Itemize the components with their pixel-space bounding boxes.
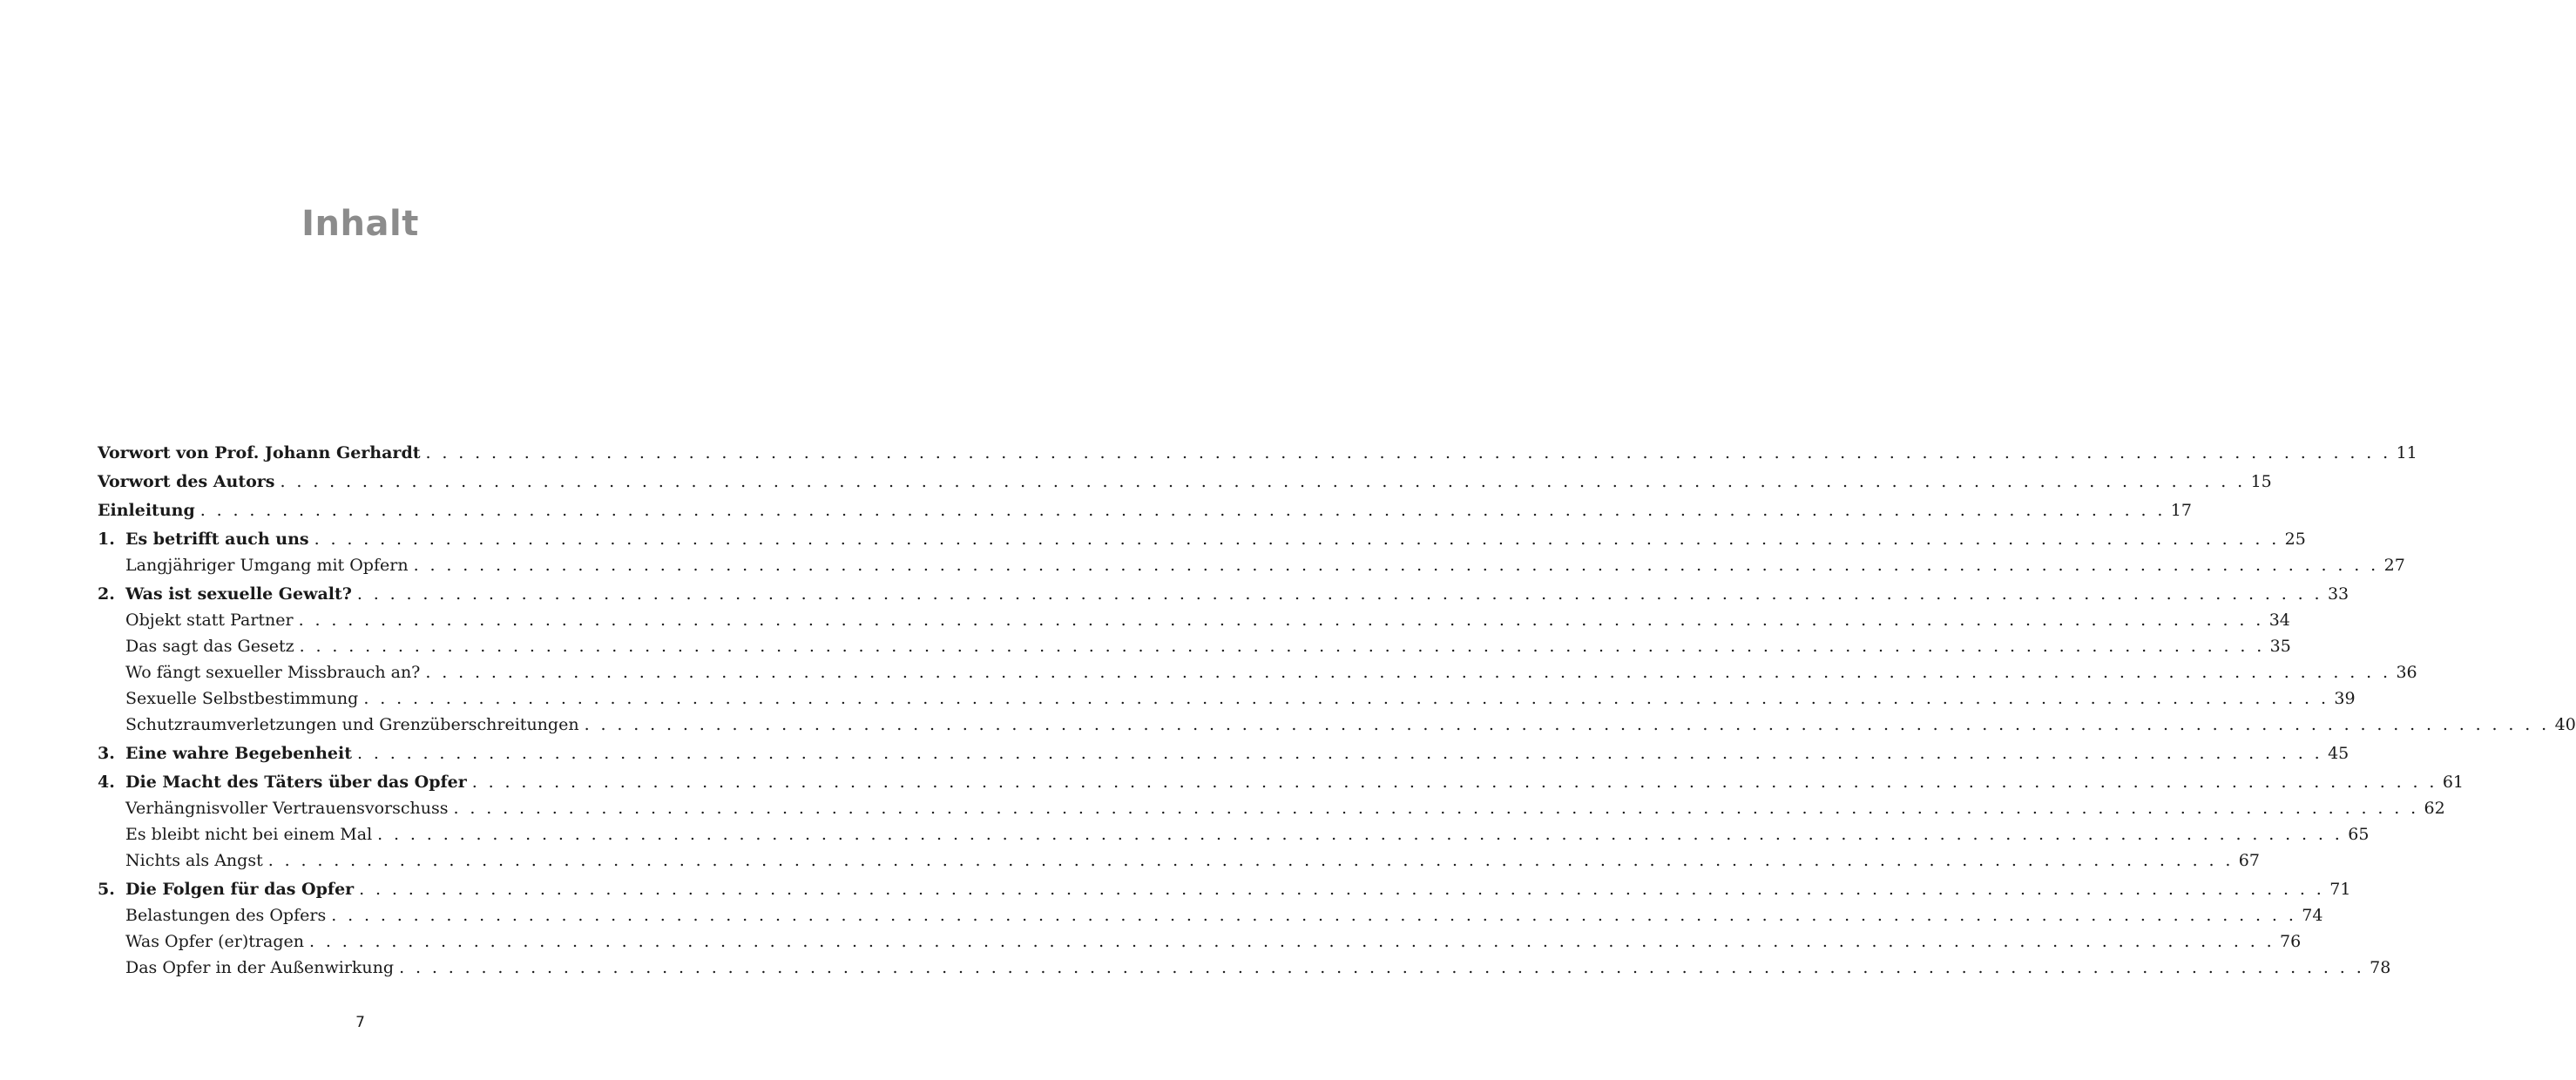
toc-dot-leader: . . . . . . . . . . . . . . . . . . . . . . . . . . . . . . . . . . . . . . . . . . . . . . . . . . . . . . . . . . . . . . . . . . . . . . . . . . . . . . . . . . . . . . . . . . . . . . . . . . . . . . . . . . . . . . . . . . . . . . . . <box>331 906 2297 925</box>
toc-entry-label: Belastungen des Opfers <box>125 906 327 925</box>
toc-section-entry[interactable] <box>98 685 2356 712</box>
toc-entry-page: 40 <box>2554 715 2576 734</box>
toc-dot-leader: . . . . . . . . . . . . . . . . . . . . . . . . . . . . . . . . . . . . . . . . . . . . . . . . . . . . . . . . . . . . . . . . . . . . . . . . . . . . . . . . . . . . . . . . . . . . . . . . . . . . . . . . . . . . . . . . . . . . . . . . <box>280 472 2246 491</box>
toc-entry-label: Objekt statt Partner <box>125 611 294 630</box>
toc-title: Inhalt <box>301 204 419 244</box>
toc-entry-label: Die Macht des Täters über das Opfer <box>125 773 467 792</box>
toc-dot-leader: . . . . . . . . . . . . . . . . . . . . . . . . . . . . . . . . . . . . . . . . . . . . . . . . . . . . . . . . . . . . . . . . . . . . . . . . . . . . . . . . . . . . . . . . . . . . . . . . . . . . . . . . . . . . . . . . . . . . . . . . <box>425 443 2391 462</box>
toc-dot-leader: . . . . . . . . . . . . . . . . . . . . . . . . . . . . . . . . . . . . . . . . . . . . . . . . . . . . . . . . . . . . . . . . . . . . . . . . . . . . . . . . . . . . . . . . . . . . . . . . . . . . . . . . . . . . . . . . . . . . . . . . <box>359 880 2325 899</box>
page-number: 7 <box>355 1014 365 1031</box>
toc-entry-label: Die Folgen für das Opfer <box>125 880 355 899</box>
toc-entry-page: 15 <box>2250 472 2272 491</box>
toc-entry-page: 61 <box>2442 773 2464 792</box>
toc-section-entry[interactable] <box>98 607 2290 633</box>
toc-chapter-entry[interactable] <box>98 526 2306 552</box>
toc-entry-page: 17 <box>2170 501 2192 520</box>
toc-entry-label: Das Opfer in der Außenwirkung <box>125 958 395 977</box>
toc-entry-label: Sexuelle Selbstbestimmung <box>125 689 359 708</box>
toc-dot-leader: . . . . . . . . . . . . . . . . . . . . . . . . . . . . . . . . . . . . . . . . . . . . . . . . . . . . . . . . . . . . . . . . . . . . . . . . . . . . . . . . . . . . . . . . . . . . . . . . . . . . . . . . . . . . . . . . . . . . . . . . <box>356 584 2322 604</box>
toc-dot-leader: . . . . . . . . . . . . . . . . . . . . . . . . . . . . . . . . . . . . . . . . . . . . . . . . . . . . . . . . . . . . . . . . . . . . . . . . . . . . . . . . . . . . . . . . . . . . . . . . . . . . . . . . . . . . . . . . . . . . . . . . <box>453 799 2419 818</box>
toc-entry-page: 27 <box>2383 556 2405 575</box>
toc-entry-page: 36 <box>2396 663 2417 682</box>
toc-dot-leader: . . . . . . . . . . . . . . . . . . . . . . . . . . . . . . . . . . . . . . . . . . . . . . . . . . . . . . . . . . . . . . . . . . . . . . . . . . . . . . . . . . . . . . . . . . . . . . . . . . . . . . . . . . . . . . . . . . . . . . . . <box>357 744 2323 763</box>
toc-entry-number: 5. <box>98 880 115 899</box>
toc-entry-page: 71 <box>2329 880 2351 899</box>
toc-entry-page: 35 <box>2269 637 2291 656</box>
toc-section-entry[interactable] <box>98 928 2302 955</box>
toc-entry-page: 33 <box>2327 584 2350 604</box>
toc-entry-page: 25 <box>2284 530 2306 549</box>
toc-entry-page: 39 <box>2334 689 2356 708</box>
toc-entry-page: 67 <box>2238 851 2260 870</box>
toc-chapter-entry[interactable] <box>98 469 2272 495</box>
toc-dot-leader: . . . . . . . . . . . . . . . . . . . . . . . . . . . . . . . . . . . . . . . . . . . . . . . . . . . . . . . . . . . . . . . . . . . . . . . . . . . . . . . . . . . . . . . . . . . . . . . . . . . . . . . . . . . . . . . . . . . . . . . . <box>308 932 2275 951</box>
toc-dot-leader: . . . . . . . . . . . . . . . . . . . . . . . . . . . . . . . . . . . . . . . . . . . . . . . . . . . . . . . . . . . . . . . . . . . . . . . . . . . . . . . . . . . . . . . . . . . . . . . . . . . . . . . . . . . . . . . . . . . . . . . . <box>299 637 2265 656</box>
toc-dot-leader: . . . . . . . . . . . . . . . . . . . . . . . . . . . . . . . . . . . . . . . . . . . . . . . . . . . . . . . . . . . . . . . . . . . . . . . . . . . . . . . . . . . . . . . . . . . . . . . . . . . . . . . . . . . . . . . . . . . . . . . . <box>471 773 2437 792</box>
toc-entry-label: Das sagt das Gesetz <box>125 637 294 656</box>
toc-entry-page: 78 <box>2370 958 2391 977</box>
toc-section-entry[interactable] <box>98 659 2417 685</box>
toc-entry-label: Was ist sexuelle Gewalt? <box>125 584 352 604</box>
toc-section-entry[interactable] <box>98 847 2260 874</box>
toc-dot-leader: . . . . . . . . . . . . . . . . . . . . . . . . . . . . . . . . . . . . . . . . . . . . . . . . . . . . . . . . . . . . . . . . . . . . . . . . . . . . . . . . . . . . . . . . . . . . . . . . . . . . . . . . . . . . . . . . . . . . . . . . <box>363 689 2329 708</box>
toc-entry-page: 76 <box>2280 932 2302 951</box>
toc-entry-label: Vorwort von Prof. Johann Gerhardt <box>98 443 421 462</box>
toc-dot-leader: . . . . . . . . . . . . . . . . . . . . . . . . . . . . . . . . . . . . . . . . . . . . . . . . . . . . . . . . . . . . . . . . . . . . . . . . . . . . . . . . . . . . . . . . . . . . . . . . . . . . . . . . . . . . . . . . . . . . . . . . <box>314 530 2280 549</box>
toc-section-entry[interactable] <box>98 633 2291 659</box>
toc-dot-leader: . . . . . . . . . . . . . . . . . . . . . . . . . . . . . . . . . . . . . . . . . . . . . . . . . . . . . . . . . . . . . . . . . . . . . . . . . . . . . . . . . . . . . . . . . . . . . . . . . . . . . . . . . . . . . . . . . . . . . . . . <box>199 501 2166 520</box>
toc-section-entry[interactable] <box>98 902 2323 928</box>
toc-chapter-entry[interactable] <box>98 497 2192 523</box>
toc-entry-label: Langjähriger Umgang mit Opfern <box>125 556 409 575</box>
toc-chapter-entry[interactable] <box>98 440 2417 466</box>
toc-entry-page: 62 <box>2424 799 2445 818</box>
toc-entry-label: Was Opfer (er)tragen <box>125 932 304 951</box>
toc-dot-leader: . . . . . . . . . . . . . . . . . . . . . . . . . . . . . . . . . . . . . . . . . . . . . . . . . . . . . . . . . . . . . . . . . . . . . . . . . . . . . . . . . . . . . . . . . . . . . . . . . . . . . . . . . . . . . . . . . . . . . . . . <box>584 715 2550 734</box>
toc-dot-leader: . . . . . . . . . . . . . . . . . . . . . . . . . . . . . . . . . . . . . . . . . . . . . . . . . . . . . . . . . . . . . . . . . . . . . . . . . . . . . . . . . . . . . . . . . . . . . . . . . . . . . . . . . . . . . . . . . . . . . . . . <box>298 611 2264 630</box>
table-of-contents <box>98 440 2576 981</box>
toc-dot-leader: . . . . . . . . . . . . . . . . . . . . . . . . . . . . . . . . . . . . . . . . . . . . . . . . . . . . . . . . . . . . . . . . . . . . . . . . . . . . . . . . . . . . . . . . . . . . . . . . . . . . . . . . . . . . . . . . . . . . . . . . <box>267 851 2234 870</box>
toc-chapter-entry[interactable] <box>98 876 2351 902</box>
toc-entry-number: 1. <box>98 530 115 549</box>
toc-dot-leader: . . . . . . . . . . . . . . . . . . . . . . . . . . . . . . . . . . . . . . . . . . . . . . . . . . . . . . . . . . . . . . . . . . . . . . . . . . . . . . . . . . . . . . . . . . . . . . . . . . . . . . . . . . . . . . . . . . . . . . . . <box>413 556 2379 575</box>
toc-chapter-entry[interactable] <box>98 740 2350 766</box>
toc-chapter-entry[interactable] <box>98 581 2350 607</box>
toc-dot-leader: . . . . . . . . . . . . . . . . . . . . . . . . . . . . . . . . . . . . . . . . . . . . . . . . . . . . . . . . . . . . . . . . . . . . . . . . . . . . . . . . . . . . . . . . . . . . . . . . . . . . . . . . . . . . . . . . . . . . . . . . <box>399 958 2365 977</box>
toc-section-entry[interactable] <box>98 821 2370 847</box>
toc-entry-number: 2. <box>98 584 115 604</box>
toc-section-entry[interactable] <box>98 795 2445 821</box>
toc-entry-page: 34 <box>2268 611 2290 630</box>
toc-entry-label: Verhängnisvoller Vertrauensvorschuss <box>125 799 449 818</box>
toc-entry-page: 45 <box>2328 744 2350 763</box>
toc-entry-page: 11 <box>2396 443 2417 462</box>
toc-dot-leader: . . . . . . . . . . . . . . . . . . . . . . . . . . . . . . . . . . . . . . . . . . . . . . . . . . . . . . . . . . . . . . . . . . . . . . . . . . . . . . . . . . . . . . . . . . . . . . . . . . . . . . . . . . . . . . . . . . . . . . . . <box>425 663 2391 682</box>
toc-chapter-entry[interactable] <box>98 769 2464 795</box>
toc-entry-label: Nichts als Angst <box>125 851 263 870</box>
toc-dot-leader: . . . . . . . . . . . . . . . . . . . . . . . . . . . . . . . . . . . . . . . . . . . . . . . . . . . . . . . . . . . . . . . . . . . . . . . . . . . . . . . . . . . . . . . . . . . . . . . . . . . . . . . . . . . . . . . . . . . . . . . . <box>377 825 2343 844</box>
toc-entry-number: 4. <box>98 773 115 792</box>
toc-entry-page: 65 <box>2348 825 2370 844</box>
toc-entry-label: Es betrifft auch uns <box>125 530 309 549</box>
toc-entry-number: 3. <box>98 744 115 763</box>
toc-entry-label: Eine wahre Begebenheit <box>125 744 353 763</box>
toc-entry-label: Vorwort des Autors <box>98 472 275 491</box>
toc-section-entry[interactable] <box>98 955 2391 981</box>
toc-section-entry[interactable] <box>98 552 2405 578</box>
toc-entry-label: Einleitung <box>98 501 195 520</box>
toc-entry-label: Schutzraumverletzungen und Grenzüberschreitungen <box>125 715 579 734</box>
toc-entry-page: 74 <box>2302 906 2323 925</box>
toc-section-entry[interactable] <box>98 712 2576 738</box>
toc-entry-label: Es bleibt nicht bei einem Mal <box>125 825 373 844</box>
toc-entry-label: Wo fängt sexueller Missbrauch an? <box>125 663 421 682</box>
